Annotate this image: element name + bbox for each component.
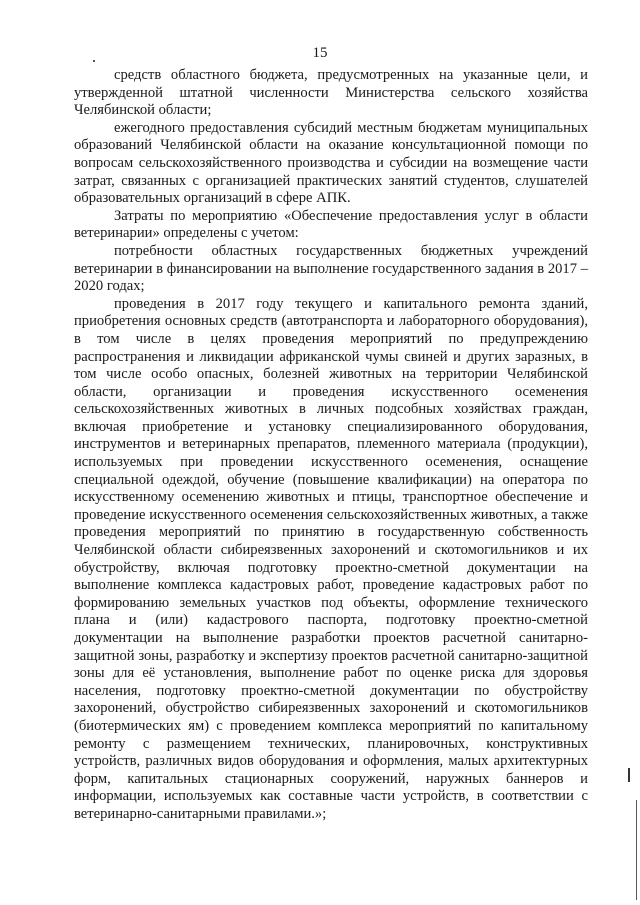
page-number: 15 xyxy=(312,45,328,61)
scan-edge-line xyxy=(636,800,637,900)
paragraph-2: ежегодного предоставления субсидий местным бюджетам муниципальных образований Челябинской области на оказание консультационной помощи по вопросам сельскохозяйственного производства и субсидии на возмещение части затрат, связанных с организацией практических занятий студентов, слушателей образовательных организаций в сфере АПК. xyxy=(74,119,588,207)
scan-dot xyxy=(93,60,95,62)
scan-edge-mark xyxy=(628,768,630,782)
paragraph-3: Затраты по мероприятию «Обеспечение предоставления услуг в области ветеринарии» определены с учетом: xyxy=(74,207,588,242)
paragraph-4: потребности областных государственных бюджетных учреждений ветеринарии в финансировании на выполнение государственного задания в 2017 – 2020 годах; xyxy=(74,242,588,295)
paragraph-5: проведения в 2017 году текущего и капитального ремонта зданий, приобретения основных средств (автотранспорта и лабораторного оборудования), в том числе в целях проведения мероприятий по предупреждению распространения и ликвидации африканской чумы свиней и других заразных, в том числе особо опасных, болезней животных на территории Челябинской области, организации и проведения искусственного осеменения сельскохозяйственных животных в личных подсобных хозяйствах граждан, включая приобретение и установку специализированного оборудования, инструментов и ветеринарных препаратов, племенного материала (продукции), используемых при проведении искусственного осеменения, оснащение специальной одеждой, обучение (повышение квалификации) на оператора по искусственному осеменению животных и птицы, транспортное обеспечение и проведение искусственного осеменения сельскохозяйственных животных, а также проведения мероприятий по принятию в государственную собственность Челябинской области сибиреязвенных захоронений и скотомогильников и их обустройству, включая подготовку проектно-сметной документации на выполнение комплекса кадастровых работ, проведение кадастровых работ по формированию земельных участков под объекты, оформление технического плана и (или) кадастрового паспорта, подготовку проектно-сметной документации на выполнение разработки проектов расчетной санитарно-защитной зоны, разработку и экспертизу проектов расчетной санитарно-защитной зоны для её установления, выполнение работ по оценке риска для здоровья населения, подготовку проектно-сметной документации по обустройству захоронений, обустройство сибиреязвенных захоронений и скотомогильников (биотермических ям) с проведением комплекса мероприятий по капитальному ремонту с размещением технических, планировочных, конструктивных устройств, различных видов оборудования и оформления, малых архитектурных форм, капитальных стационарных сооружений, наружных баннеров и информации, используемых как составные части устройств, в соответствии с ветеринарно-санитарными правилами.»; xyxy=(74,295,588,822)
document-body xyxy=(74,67,588,824)
paragraph-1: средств областного бюджета, предусмотренных на указанные цели, и утвержденной штатной численности Министерства сельского хозяйства Челябинской области; xyxy=(74,67,588,119)
